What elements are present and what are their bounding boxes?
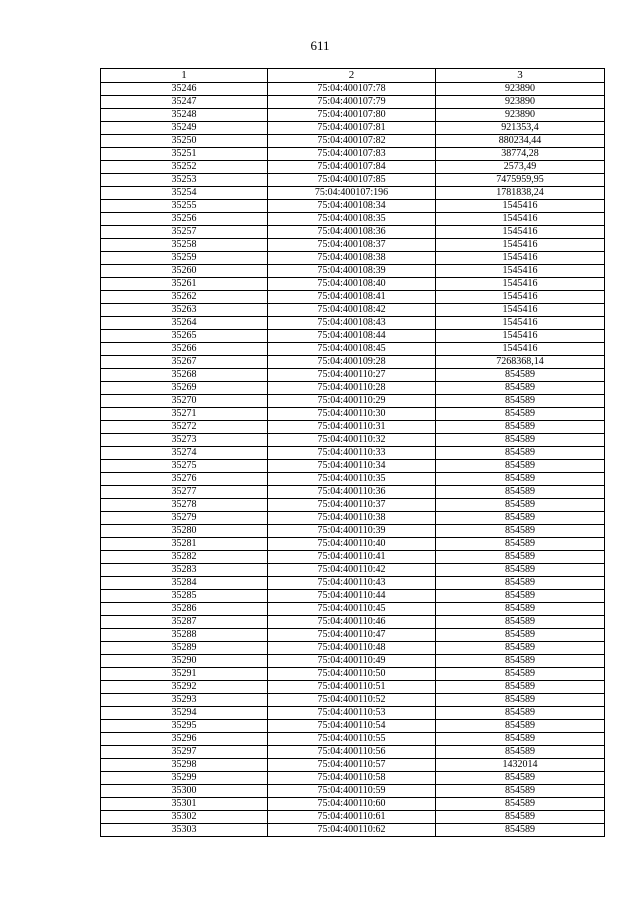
value-cell: 2573,49 (436, 161, 605, 174)
value-cell: 854589 (436, 694, 605, 707)
table-row (101, 759, 605, 772)
column-header-2: 2 (268, 69, 436, 83)
row-number-cell: 35262 (101, 291, 268, 304)
cadastral-number-cell: 75:04:400108:41 (268, 291, 436, 304)
value-cell: 880234,44 (436, 135, 605, 148)
cadastral-number-cell: 75:04:400110:40 (268, 538, 436, 551)
value-cell: 854589 (436, 564, 605, 577)
value-cell: 38774,28 (436, 148, 605, 161)
table-header (101, 69, 605, 83)
table-row (101, 395, 605, 408)
cadastral-number-cell: 75:04:400110:46 (268, 616, 436, 629)
row-number-cell: 35267 (101, 356, 268, 369)
cadastral-number-cell: 75:04:400108:40 (268, 278, 436, 291)
table-row (101, 616, 605, 629)
row-number-cell: 35261 (101, 278, 268, 291)
row-number-cell: 35280 (101, 525, 268, 538)
cadastral-number-cell: 75:04:400107:196 (268, 187, 436, 200)
cadastral-number-cell: 75:04:400110:38 (268, 512, 436, 525)
table-row (101, 811, 605, 824)
cadastral-number-cell: 75:04:400108:34 (268, 200, 436, 213)
row-number-cell: 35287 (101, 616, 268, 629)
row-number-cell: 35290 (101, 655, 268, 668)
cadastral-number-cell: 75:04:400108:42 (268, 304, 436, 317)
table-row (101, 96, 605, 109)
value-cell: 854589 (436, 707, 605, 720)
row-number-cell: 35251 (101, 148, 268, 161)
row-number-cell: 35260 (101, 265, 268, 278)
value-cell: 1781838,24 (436, 187, 605, 200)
row-number-cell: 35272 (101, 421, 268, 434)
row-number-cell: 35246 (101, 83, 268, 96)
row-number-cell: 35273 (101, 434, 268, 447)
value-cell: 854589 (436, 434, 605, 447)
cadastral-number-cell: 75:04:400107:78 (268, 83, 436, 96)
row-number-cell: 35284 (101, 577, 268, 590)
table-row (101, 525, 605, 538)
row-number-cell: 35263 (101, 304, 268, 317)
row-number-cell: 35289 (101, 642, 268, 655)
row-number-cell: 35252 (101, 161, 268, 174)
row-number-cell: 35298 (101, 759, 268, 772)
table-row (101, 252, 605, 265)
value-cell: 854589 (436, 590, 605, 603)
value-cell: 854589 (436, 538, 605, 551)
table-row (101, 642, 605, 655)
cadastral-number-cell: 75:04:400110:57 (268, 759, 436, 772)
table-row (101, 330, 605, 343)
value-cell: 1545416 (436, 291, 605, 304)
table-row (101, 603, 605, 616)
table-row (101, 291, 605, 304)
table-row (101, 785, 605, 798)
value-cell: 854589 (436, 642, 605, 655)
row-number-cell: 35292 (101, 681, 268, 694)
value-cell: 854589 (436, 603, 605, 616)
table-row (101, 83, 605, 96)
cadastral-number-cell: 75:04:400110:52 (268, 694, 436, 707)
value-cell: 854589 (436, 525, 605, 538)
value-cell: 923890 (436, 109, 605, 122)
value-cell: 854589 (436, 421, 605, 434)
row-number-cell: 35297 (101, 746, 268, 759)
value-cell: 854589 (436, 512, 605, 525)
cadastral-number-cell: 75:04:400108:38 (268, 252, 436, 265)
row-number-cell: 35293 (101, 694, 268, 707)
row-number-cell: 35299 (101, 772, 268, 785)
row-number-cell: 35282 (101, 551, 268, 564)
value-cell: 1545416 (436, 278, 605, 291)
cadastral-number-cell: 75:04:400107:80 (268, 109, 436, 122)
table-row (101, 733, 605, 746)
value-cell: 854589 (436, 395, 605, 408)
value-cell: 1545416 (436, 226, 605, 239)
row-number-cell: 35257 (101, 226, 268, 239)
row-number-cell: 35264 (101, 317, 268, 330)
table-row (101, 161, 605, 174)
table-row (101, 226, 605, 239)
cadastral-number-cell: 75:04:400108:39 (268, 265, 436, 278)
cadastral-number-cell: 75:04:400110:51 (268, 681, 436, 694)
table-row (101, 278, 605, 291)
value-cell: 854589 (436, 473, 605, 486)
value-cell: 854589 (436, 798, 605, 811)
row-number-cell: 35278 (101, 499, 268, 512)
row-number-cell: 35265 (101, 330, 268, 343)
table-row (101, 629, 605, 642)
cadastral-number-cell: 75:04:400110:60 (268, 798, 436, 811)
table-row (101, 343, 605, 356)
table-row (101, 174, 605, 187)
cadastral-number-cell: 75:04:400110:30 (268, 408, 436, 421)
table-row (101, 590, 605, 603)
value-cell: 923890 (436, 96, 605, 109)
row-number-cell: 35254 (101, 187, 268, 200)
header-row (101, 69, 605, 83)
row-number-cell: 35301 (101, 798, 268, 811)
row-number-cell: 35276 (101, 473, 268, 486)
table-row (101, 421, 605, 434)
cadastral-number-cell: 75:04:400109:28 (268, 356, 436, 369)
value-cell: 854589 (436, 824, 605, 837)
cadastral-number-cell: 75:04:400110:55 (268, 733, 436, 746)
row-number-cell: 35250 (101, 135, 268, 148)
row-number-cell: 35269 (101, 382, 268, 395)
value-cell: 854589 (436, 811, 605, 824)
cadastral-number-cell: 75:04:400110:39 (268, 525, 436, 538)
value-cell: 1545416 (436, 330, 605, 343)
table-row (101, 798, 605, 811)
row-number-cell: 35281 (101, 538, 268, 551)
cadastral-number-cell: 75:04:400110:34 (268, 460, 436, 473)
row-number-cell: 35291 (101, 668, 268, 681)
cadastral-number-cell: 75:04:400110:61 (268, 811, 436, 824)
value-cell: 854589 (436, 460, 605, 473)
cadastral-number-cell: 75:04:400110:62 (268, 824, 436, 837)
table-row (101, 213, 605, 226)
table-row (101, 109, 605, 122)
table-row (101, 317, 605, 330)
cadastral-number-cell: 75:04:400110:45 (268, 603, 436, 616)
table-row (101, 382, 605, 395)
data-table (100, 68, 605, 837)
table-row (101, 512, 605, 525)
row-number-cell: 35303 (101, 824, 268, 837)
value-cell: 854589 (436, 681, 605, 694)
cadastral-number-cell: 75:04:400110:41 (268, 551, 436, 564)
cadastral-number-cell: 75:04:400108:45 (268, 343, 436, 356)
value-cell: 1545416 (436, 239, 605, 252)
table-row (101, 707, 605, 720)
value-cell: 854589 (436, 408, 605, 421)
value-cell: 7268368,14 (436, 356, 605, 369)
table-row (101, 824, 605, 837)
row-number-cell: 35248 (101, 109, 268, 122)
table-row (101, 551, 605, 564)
value-cell: 854589 (436, 447, 605, 460)
value-cell: 854589 (436, 733, 605, 746)
row-number-cell: 35274 (101, 447, 268, 460)
column-header-1: 1 (101, 69, 268, 83)
table-row (101, 694, 605, 707)
value-cell: 854589 (436, 499, 605, 512)
cadastral-number-cell: 75:04:400107:84 (268, 161, 436, 174)
value-cell: 1545416 (436, 304, 605, 317)
cadastral-number-cell: 75:04:400107:82 (268, 135, 436, 148)
table-row (101, 499, 605, 512)
table-row (101, 538, 605, 551)
value-cell: 1432014 (436, 759, 605, 772)
cadastral-number-cell: 75:04:400110:44 (268, 590, 436, 603)
cadastral-number-cell: 75:04:400108:44 (268, 330, 436, 343)
value-cell: 7475959,95 (436, 174, 605, 187)
value-cell: 1545416 (436, 317, 605, 330)
table-row (101, 577, 605, 590)
row-number-cell: 35288 (101, 629, 268, 642)
cadastral-number-cell: 75:04:400110:42 (268, 564, 436, 577)
value-cell: 1545416 (436, 200, 605, 213)
cadastral-number-cell: 75:04:400110:54 (268, 720, 436, 733)
cadastral-number-cell: 75:04:400110:56 (268, 746, 436, 759)
row-number-cell: 35294 (101, 707, 268, 720)
table-body (101, 83, 605, 837)
cadastral-number-cell: 75:04:400108:35 (268, 213, 436, 226)
row-number-cell: 35300 (101, 785, 268, 798)
table-row (101, 200, 605, 213)
row-number-cell: 35283 (101, 564, 268, 577)
page-number: 611 (310, 38, 330, 53)
row-number-cell: 35279 (101, 512, 268, 525)
cadastral-number-cell: 75:04:400110:37 (268, 499, 436, 512)
row-number-cell: 35277 (101, 486, 268, 499)
value-cell: 854589 (436, 746, 605, 759)
row-number-cell: 35258 (101, 239, 268, 252)
value-cell: 854589 (436, 486, 605, 499)
value-cell: 921353,4 (436, 122, 605, 135)
row-number-cell: 35270 (101, 395, 268, 408)
row-number-cell: 35295 (101, 720, 268, 733)
cadastral-number-cell: 75:04:400110:49 (268, 655, 436, 668)
row-number-cell: 35271 (101, 408, 268, 421)
cadastral-number-cell: 75:04:400108:36 (268, 226, 436, 239)
cadastral-number-cell: 75:04:400107:85 (268, 174, 436, 187)
cadastral-number-cell: 75:04:400110:36 (268, 486, 436, 499)
table-row (101, 473, 605, 486)
cadastral-number-cell: 75:04:400107:83 (268, 148, 436, 161)
cadastral-number-cell: 75:04:400110:43 (268, 577, 436, 590)
cadastral-number-cell: 75:04:400110:58 (268, 772, 436, 785)
table-row (101, 720, 605, 733)
cadastral-number-cell: 75:04:400110:53 (268, 707, 436, 720)
table-row (101, 135, 605, 148)
value-cell: 854589 (436, 369, 605, 382)
table-row (101, 486, 605, 499)
value-cell: 1545416 (436, 252, 605, 265)
cadastral-number-cell: 75:04:400110:28 (268, 382, 436, 395)
table-row (101, 265, 605, 278)
row-number-cell: 35256 (101, 213, 268, 226)
value-cell: 854589 (436, 655, 605, 668)
value-cell: 854589 (436, 577, 605, 590)
table-row (101, 239, 605, 252)
table-row (101, 564, 605, 577)
value-cell: 854589 (436, 629, 605, 642)
table-row (101, 434, 605, 447)
cadastral-number-cell: 75:04:400110:47 (268, 629, 436, 642)
value-cell: 1545416 (436, 213, 605, 226)
cadastral-number-cell: 75:04:400110:32 (268, 434, 436, 447)
table-row (101, 356, 605, 369)
column-header-3: 3 (436, 69, 605, 83)
table-row (101, 746, 605, 759)
table-row (101, 304, 605, 317)
row-number-cell: 35275 (101, 460, 268, 473)
row-number-cell: 35253 (101, 174, 268, 187)
table-row (101, 187, 605, 200)
value-cell: 854589 (436, 720, 605, 733)
value-cell: 1545416 (436, 343, 605, 356)
value-cell: 854589 (436, 551, 605, 564)
table-row (101, 447, 605, 460)
row-number-cell: 35285 (101, 590, 268, 603)
cadastral-number-cell: 75:04:400108:43 (268, 317, 436, 330)
table-row (101, 122, 605, 135)
table-row (101, 148, 605, 161)
row-number-cell: 35268 (101, 369, 268, 382)
row-number-cell: 35266 (101, 343, 268, 356)
cadastral-number-cell: 75:04:400107:79 (268, 96, 436, 109)
value-cell: 923890 (436, 83, 605, 96)
value-cell: 854589 (436, 785, 605, 798)
table-row (101, 460, 605, 473)
value-cell: 854589 (436, 616, 605, 629)
cadastral-number-cell: 75:04:400107:81 (268, 122, 436, 135)
row-number-cell: 35296 (101, 733, 268, 746)
row-number-cell: 35255 (101, 200, 268, 213)
table-row (101, 681, 605, 694)
cadastral-number-cell: 75:04:400110:50 (268, 668, 436, 681)
row-number-cell: 35302 (101, 811, 268, 824)
table-row (101, 772, 605, 785)
cadastral-number-cell: 75:04:400110:29 (268, 395, 436, 408)
table-row (101, 408, 605, 421)
row-number-cell: 35247 (101, 96, 268, 109)
cadastral-number-cell: 75:04:400110:35 (268, 473, 436, 486)
cadastral-number-cell: 75:04:400110:31 (268, 421, 436, 434)
cadastral-number-cell: 75:04:400110:48 (268, 642, 436, 655)
row-number-cell: 35249 (101, 122, 268, 135)
value-cell: 854589 (436, 382, 605, 395)
cadastral-number-cell: 75:04:400110:59 (268, 785, 436, 798)
value-cell: 854589 (436, 668, 605, 681)
cadastral-number-cell: 75:04:400110:27 (268, 369, 436, 382)
table-row (101, 668, 605, 681)
value-cell: 1545416 (436, 265, 605, 278)
table-row (101, 369, 605, 382)
row-number-cell: 35259 (101, 252, 268, 265)
cadastral-number-cell: 75:04:400110:33 (268, 447, 436, 460)
cadastral-number-cell: 75:04:400108:37 (268, 239, 436, 252)
value-cell: 854589 (436, 772, 605, 785)
table-row (101, 655, 605, 668)
row-number-cell: 35286 (101, 603, 268, 616)
